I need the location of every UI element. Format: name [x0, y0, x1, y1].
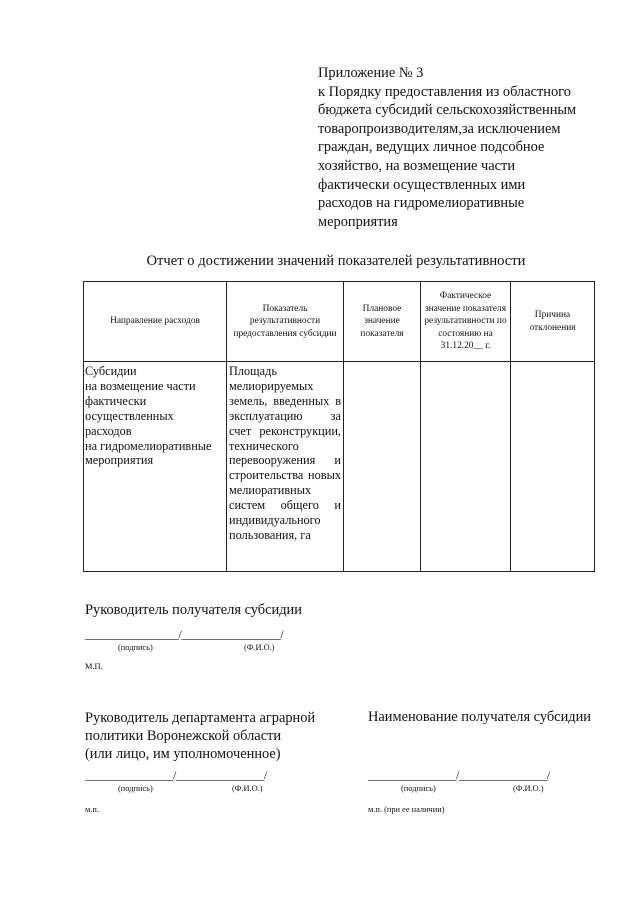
- appendix-line: к Порядку предоставления из областного: [318, 83, 571, 100]
- department-head-caption-name: (Ф.И.О.): [232, 784, 263, 793]
- appendix-block: [318, 64, 618, 231]
- recipient-name-caption-name: (Ф.И.О.): [513, 784, 544, 793]
- report-table: [83, 281, 595, 572]
- recipient-head-title: Руководитель получателя субсидии: [85, 602, 302, 618]
- department-head-caption-sign: (подпись): [118, 784, 153, 793]
- appendix-line: хозяйство, на возмещение части: [318, 157, 516, 174]
- cell-planned: [344, 362, 421, 572]
- recipient-name-signature-line: ________________/________________/: [368, 768, 550, 782]
- department-head-title-line: Руководитель департамента аграрной: [85, 710, 316, 726]
- appendix-line: расходов на гидромелиоративные: [318, 195, 525, 212]
- header-planned: Плановое значение показателя: [344, 282, 421, 362]
- cell-direction-text: Субсидии на возмещение части фактически осуществленных расходов на гидромелиоративные мероприятия: [85, 364, 212, 468]
- department-head-stamp: м.п.: [85, 805, 99, 814]
- header-actual: Фактическое значение показателя результативности по состоянию на 31.12.20__ г.: [421, 282, 511, 362]
- appendix-line: граждан, ведущих личное подсобное: [318, 139, 545, 156]
- recipient-head-caption-sign: (подпись): [118, 643, 153, 652]
- cell-indicator-text: Площадь мелиорируемых земель, введенных в эксплуатацию за счет реконструкции, технического перевооружения и строительства новых мелиоративных систем общего и индивидуального пользования, га: [229, 364, 341, 542]
- department-head-title: [85, 709, 315, 763]
- header-indicator: Показатель результативности предоставления субсидии: [227, 282, 344, 362]
- cell-reason: [511, 362, 595, 572]
- department-head-title-line: (или лицо, им уполномоченное): [85, 746, 281, 762]
- cell-indicator: [227, 362, 344, 572]
- appendix-line: бюджета субсидий сельскохозяйственным: [318, 102, 577, 119]
- header-reason: Причина отклонения: [511, 282, 595, 362]
- report-title: Отчет о достижении значений показателей результативности: [146, 253, 526, 269]
- recipient-head-signature-line: _________________/__________________/: [85, 627, 284, 641]
- appendix-line: Приложение № 3: [318, 65, 424, 81]
- header-direction: Направление расходов: [84, 282, 227, 362]
- appendix-line: товаропроизводителям,за исключением: [318, 120, 561, 137]
- appendix-line: мероприятия: [318, 213, 398, 230]
- cell-direction: [84, 362, 227, 572]
- appendix-line: фактически осуществленных ими: [318, 176, 526, 193]
- table-row: [84, 362, 595, 572]
- department-head-signature-line: ________________/________________/: [85, 768, 267, 782]
- department-head-title-line: политики Воронежской области: [85, 728, 282, 744]
- recipient-head-caption-name: (Ф.И.О.): [244, 643, 275, 652]
- recipient-head-stamp: М.П.: [85, 662, 103, 671]
- cell-actual: [421, 362, 511, 572]
- recipient-name-stamp: м.п. (при ее наличии): [368, 805, 445, 814]
- recipient-name-title: Наименование получателя субсидии: [368, 709, 591, 725]
- table-header-row: [84, 282, 595, 362]
- recipient-name-caption-sign: (подпись): [401, 784, 436, 793]
